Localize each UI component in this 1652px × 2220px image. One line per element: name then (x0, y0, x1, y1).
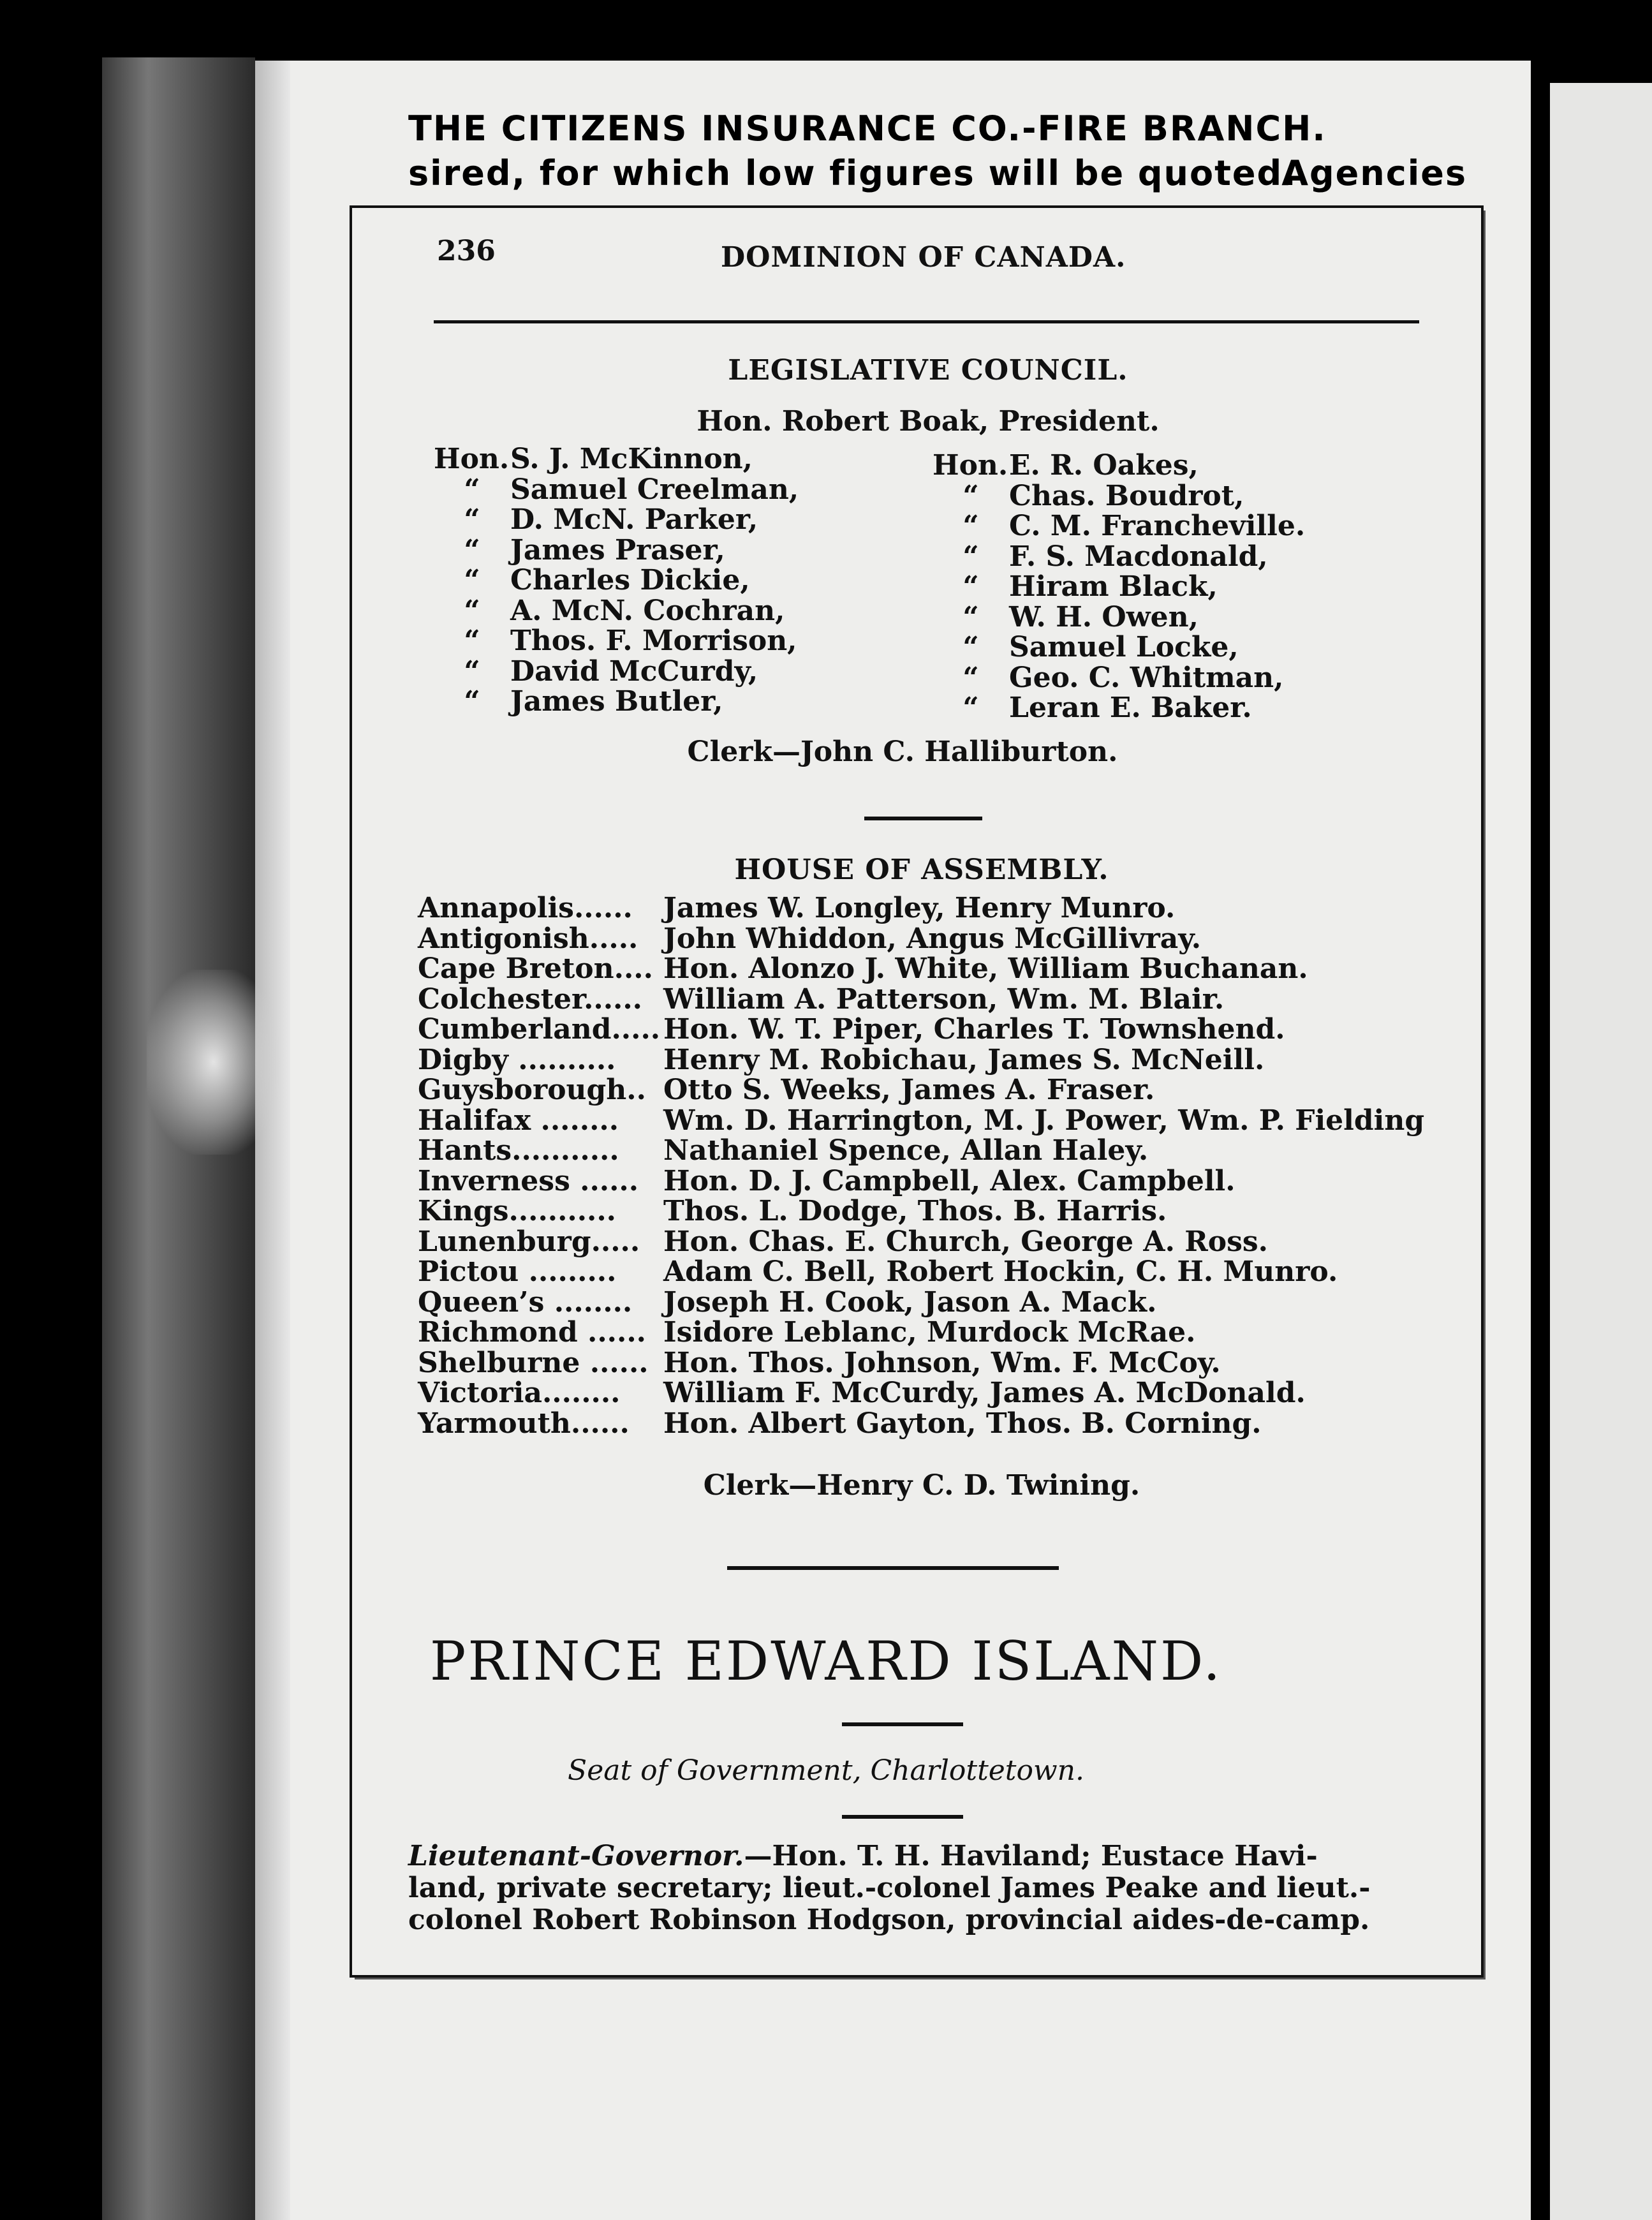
council-member: “ Hiram Black, (962, 570, 1218, 603)
assembly-row: Digby .......... Henry M. Robichau, James S. McNeill. (418, 1043, 1265, 1076)
page-stain (147, 970, 281, 1155)
banner-text: THE CITIZENS INSURANCE CO.-FIRE BRANCH. (408, 108, 1327, 149)
council-member: “ Chas. Boudrot, (962, 479, 1244, 512)
council-left-column (434, 444, 799, 717)
insurance-banner-line-2 (408, 153, 1467, 193)
assembly-row: Pictou ......... Adam C. Bell, Robert Hockin, C. H. Munro. (418, 1255, 1338, 1288)
legislative-council-heading: LEGISLATIVE COUNCIL. (728, 354, 1128, 387)
assembly-row: Cape Breton.... Hon. Alonzo J. White, William Buchanan. (418, 952, 1308, 985)
assembly-row: Kings........... Thos. L. Dodge, Thos. B. Harris. (418, 1195, 1167, 1227)
assembly-row: Queen’s ........ Joseph H. Cook, Jason A. Mack. (418, 1285, 1157, 1319)
assembly-row: Richmond ...... Isidore Leblanc, Murdock McRae. (418, 1316, 1196, 1349)
assembly-row: Victoria........ William F. McCurdy, James A. McDonald. (418, 1377, 1306, 1409)
assembly-row: Shelburne ...... Hon. Thos. Johnson, Wm. F. McCoy. (418, 1346, 1221, 1379)
council-member: “ Samuel Creelman, (464, 473, 799, 506)
assembly-row: Halifax ........ Wm. D. Harrington, M. J. Power, Wm. P. Fielding (418, 1104, 1425, 1137)
insurance-banner-line-1 (408, 108, 1467, 149)
council-right-column (933, 450, 1305, 723)
lt-governor-line-1: Lieutenant-Governor.—Hon. T. H. Haviland; Eustace Havi- (408, 1840, 1318, 1872)
lieutenant-governor-paragraph (408, 1840, 1410, 1936)
assembly-row: Antigonish..... John Whiddon, Angus McGillivray. (418, 922, 1202, 955)
pei-divider-bottom (842, 1815, 963, 1819)
council-member: “ Charles Dickie, (464, 564, 750, 596)
assembly-row: Hants........... Nathaniel Spence, Allan Haley. (418, 1134, 1149, 1167)
council-member: “ James Butler, (464, 685, 723, 718)
section-divider (727, 1566, 1059, 1570)
facing-page-edge (1550, 83, 1652, 2220)
house-of-assembly-heading: HOUSE OF ASSEMBLY. (734, 854, 1109, 886)
council-member: “ A. McN. Cochran, (464, 594, 785, 627)
council-member: “ D. McN. Parker, (464, 503, 758, 536)
council-president: Hon. Robert Boak, President. (697, 405, 1160, 438)
council-member: “ F. S. Macdonald, (962, 540, 1268, 573)
council-member: “ Leran E. Baker. (962, 692, 1252, 724)
council-member: “ James Praser, (464, 533, 725, 566)
assembly-row: Yarmouth...... Hon. Albert Gayton, Thos. B. Corning. (418, 1407, 1262, 1440)
banner-text: sired, for which low figures will be quoted. (408, 153, 1297, 193)
council-member: “ Geo. C. Whitman, (962, 661, 1284, 694)
council-member: Hon.S. J. McKinnon, (434, 443, 753, 475)
lt-governor-line-3: colonel Robert Robinson Hodgson, provincial aides-de-camp. (408, 1904, 1370, 1936)
council-member: “ Thos. F. Morrison, (464, 625, 797, 657)
assembly-clerk: Clerk—Henry C. D. Twining. (703, 1469, 1140, 1502)
lt-governor-line-2: land, private secretary; lieut.-colonel James Peake and lieut.- (408, 1872, 1371, 1904)
council-member: “ Samuel Locke, (962, 631, 1239, 663)
council-member: Hon.E. R. Oakes, (933, 449, 1198, 482)
page-number: 236 (437, 235, 496, 267)
assembly-row: Annapolis...... James W. Longley, Henry Munro. (418, 892, 1176, 924)
pei-divider-top (842, 1722, 963, 1726)
assembly-row: Colchester...... William A. Patterson, Wm. M. Blair. (418, 982, 1225, 1016)
running-title: DOMINION OF CANADA. (721, 241, 1126, 274)
section-divider (864, 817, 982, 820)
header-rule (434, 320, 1419, 323)
lt-governor-label: Lieutenant-Governor. (408, 1840, 744, 1872)
assembly-list (418, 893, 1424, 1439)
council-member: “ W. H. Owen, (962, 600, 1198, 633)
seat-of-government: Seat of Government, Charlottetown. (568, 1754, 1084, 1787)
assembly-row: Inverness ...... Hon. D. J. Campbell, Alex. Campbell. (418, 1164, 1235, 1197)
banner-text-right: Agencies (1281, 153, 1467, 193)
council-member: “ David McCurdy, (464, 655, 758, 688)
assembly-row: Cumberland..... Hon. W. T. Piper, Charles T. Townshend. (418, 1013, 1285, 1046)
council-clerk: Clerk—John C. Halliburton. (687, 736, 1118, 768)
assembly-row: Lunenburg..... Hon. Chas. E. Church, George A. Ross. (418, 1225, 1268, 1258)
assembly-row: Guysborough.. Otto S. Weeks, James A. Fraser. (418, 1074, 1155, 1106)
pei-heading: PRINCE EDWARD ISLAND. (429, 1630, 1223, 1692)
council-member: “ C. M. Francheville. (962, 510, 1306, 542)
